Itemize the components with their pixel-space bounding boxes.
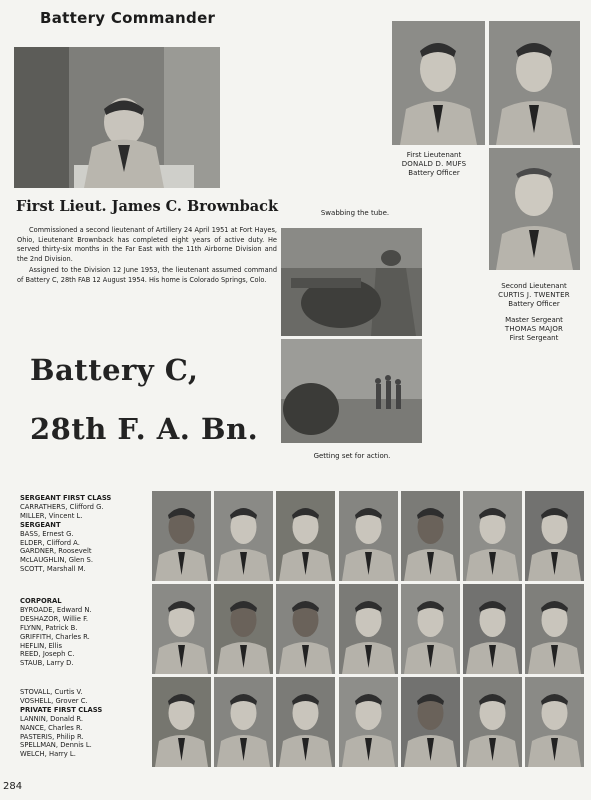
unit-title-line2: 28th F. A. Bn. [30,412,259,446]
soldier-portrait [463,491,522,581]
soldier-portrait [401,584,460,674]
commander-bio [17,226,277,288]
soldier-portrait [276,677,335,767]
roster-name: DESHAZOR, Willie F. [20,614,89,623]
roster-name: SPELLMAN, Dennis L. [20,741,92,750]
roster-name: WELCH, Harry L. [20,750,76,759]
roster-name: McLAUGHLIN, Glen S. [20,556,94,565]
roster-name: BYROADE, Edward N. [20,605,92,614]
officer-role: First Sergeant [509,334,559,342]
roster-rank: CORPORAL [20,597,62,605]
roster-name: REED, Joseph C. [20,650,75,659]
roster-name: LANNIN, Donald R. [20,714,84,723]
soldier-portrait [401,491,460,581]
roster-group-corporal [20,597,152,668]
soldier-portrait [152,584,211,674]
officer-rank: Second Lieutenant [501,282,567,290]
roster-name: STOVALL, Curtis V. [20,688,83,696]
getting-set-photo [281,339,422,443]
soldier-portrait [339,677,398,767]
officer-photo-twenter [489,148,580,270]
officer-name: DONALD D. MUFS [401,160,467,168]
soldier-portrait [276,491,335,581]
roster-group-sfc [20,494,152,574]
roster-name: GRIFFITH, Charles R. [20,632,90,641]
roster-name: BASS, Ernest G. [20,529,74,538]
bio-paragraph: Commissioned a second lieutenant of Artillery 24 April 1951 at Fort Hayes, Ohio, Lieutenant Brownback has completed eight years of active duty. He served thirty-six months in the Far East with the 11th Airborne Division and the 2nd Division. [17,226,277,263]
soldier-portrait [339,491,398,581]
soldier-portrait [214,491,273,581]
roster-name: FLYNN, Patrick B. [20,623,78,632]
photo-caption-bottom: Getting set for action. [313,452,391,460]
roster-name: HEFLIN, Ellis [20,641,63,650]
commander-name: First Lieut. James C. Brownback [16,198,279,215]
bio-paragraph: Assigned to the Division 12 June 1953, the lieutenant assumed command of Battery C, 28th FAB 12 August 1954. His home is Colorado Springs, Colo. [17,266,277,284]
roster-rank: PRIVATE FIRST CLASS [20,705,103,714]
officer-rank: Master Sergeant [505,316,563,324]
soldier-portrait [339,584,398,674]
commander-photo [14,47,220,188]
soldier-portrait [214,677,273,767]
roster-name: VOSHELL, Grover C. [20,696,88,705]
roster-name: CARRATHERS, Clifford G. [20,502,104,511]
soldier-portrait [525,677,584,767]
soldier-portrait [463,677,522,767]
officer-caption-major [483,316,585,343]
officer-photo-2 [489,21,580,145]
roster-rank: SERGEANT [20,520,61,529]
officer-name: CURTIS J. TWENTER [498,291,570,299]
soldier-portrait [525,491,584,581]
unit-title-line1: Battery C, [30,353,199,387]
soldier-portrait [463,584,522,674]
photo-caption-top: Swabbing the tube. [320,209,390,217]
soldier-portrait [152,491,211,581]
roster-name: ELDER, Clifford A. [20,538,80,547]
roster-name: STAUB, Larry D. [20,659,74,668]
swabbing-photo [281,228,422,336]
roster-name: PASTERIS, Philip R. [20,732,84,741]
portrait-grid [152,491,581,770]
soldier-portrait [525,584,584,674]
page-number: 284 [3,781,23,792]
officer-caption-mufs [383,151,485,178]
roster-rank: SERGEANT FIRST CLASS [20,494,112,502]
roster-name: SCOTT, Marshall M. [20,565,86,574]
officer-role: Battery Officer [408,169,460,177]
soldier-portrait [401,677,460,767]
roster-name: MILLER, Vincent L. [20,511,83,520]
officer-rank: First Lieutenant [406,151,462,159]
roster-group-pfc [20,688,152,759]
officer-photo-mufs [392,21,485,145]
roster-name: GARDNER, Roosevelt [20,547,92,556]
soldier-portrait [276,584,335,674]
officer-caption-twenter [483,282,585,309]
soldier-portrait [152,677,211,767]
soldier-portrait [214,584,273,674]
battery-commander-heading: Battery Commander [40,9,216,27]
officer-name: THOMAS MAJOR [504,325,564,333]
roster-name: NANCE, Charles R. [20,723,83,732]
officer-role: Battery Officer [508,300,560,308]
